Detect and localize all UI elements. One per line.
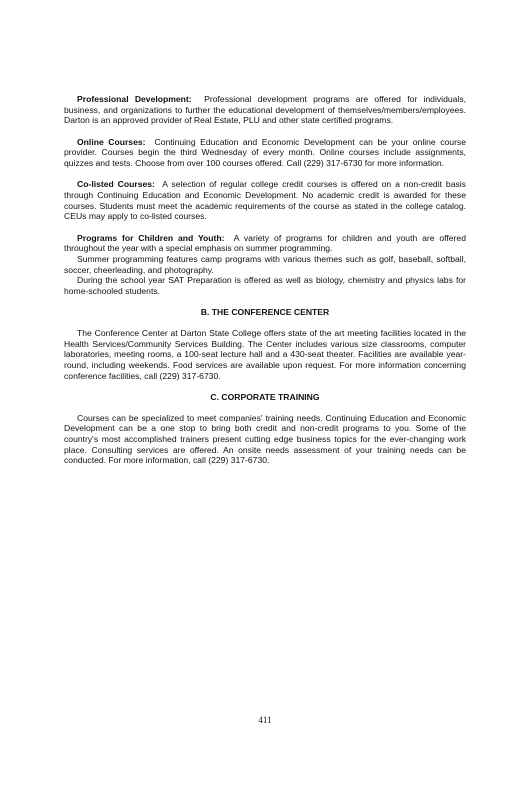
colisted-courses-title: Co-listed Courses: (77, 179, 155, 190)
corporate-training-paragraph (64, 413, 466, 467)
professional-development-title: Professional Development: (77, 94, 192, 104)
programs-children-paragraph (64, 233, 466, 297)
conference-center-paragraph (64, 328, 466, 382)
programs-children-title: Programs for Children and Youth: (77, 232, 225, 243)
programs-children-summer-text: Summer programming features camp programs with various themes such as golf, baseball, softball, soccer, cheerleading, and photography. (64, 253, 466, 275)
online-courses-text: Continuing Education and Economic Development can be your online course provider. Courses begin the third Wednesday of every month. Online courses include assignments, quizzes and tests. Choose from over 100 courses offered. Call (229) 317-6730 for more information. (64, 136, 467, 169)
page-number: 411 (258, 715, 272, 725)
programs-children-school-year-text: During the school year SAT Preparation is offered as well as biology, chemistry and physics labs for home-schooled students. (64, 275, 466, 297)
conference-center-text: The Conference Center at Darton State College offers state of the art meeting facilities located in the Health Services/Community Services Building. The Center includes various size classrooms, computer laboratories, meeting rooms, a 100-seat lecture hall and a 430-seat theater. Facilities are available year-round, including weekends. Food services are available upon request. For more information concerning conference facilities, call (229) 317-6730. (64, 327, 466, 381)
professional-development-text: Professional development programs are offered for individuals, business, and organizations to further the educational development of themselves/members/employees. Darton is an approved provider of Real Estate, PLU and other state certified programs. (64, 94, 466, 126)
corporate-training-heading: C. CORPORATE TRAINING (210, 391, 320, 402)
conference-center-heading: B. THE CONFERENCE CENTER (200, 307, 330, 318)
online-courses-paragraph (64, 137, 466, 169)
online-courses-title: Online Courses: (77, 136, 146, 147)
programs-children-text: A variety of programs for children and youth are offered throughout the year with a special emphasis on summer programming. (64, 232, 466, 254)
colisted-courses-paragraph (64, 179, 466, 222)
colisted-courses-text: A selection of regular college credit courses is offered on a non-credit basis through Continuing Education and Economic Development. No academic credit is awarded for these courses. Students must meet the academic requirements of the course as stated in the college catalog. CEUs may apply to co-listed courses. (64, 179, 466, 222)
page-content (64, 94, 466, 477)
corporate-training-text: Courses can be specialized to meet companies' training needs. Continuing Education and Economic Development can be a one stop to bring both credit and non-credit programs to you. Some of the country's most accomplished trainers present cutting edge business topics for the ever-changing work place. Consulting services are offered. An onsite needs assessment of your training needs can be conducted. For more information, call (229) 317-6730. (64, 412, 466, 466)
professional-development-paragraph (64, 94, 466, 126)
